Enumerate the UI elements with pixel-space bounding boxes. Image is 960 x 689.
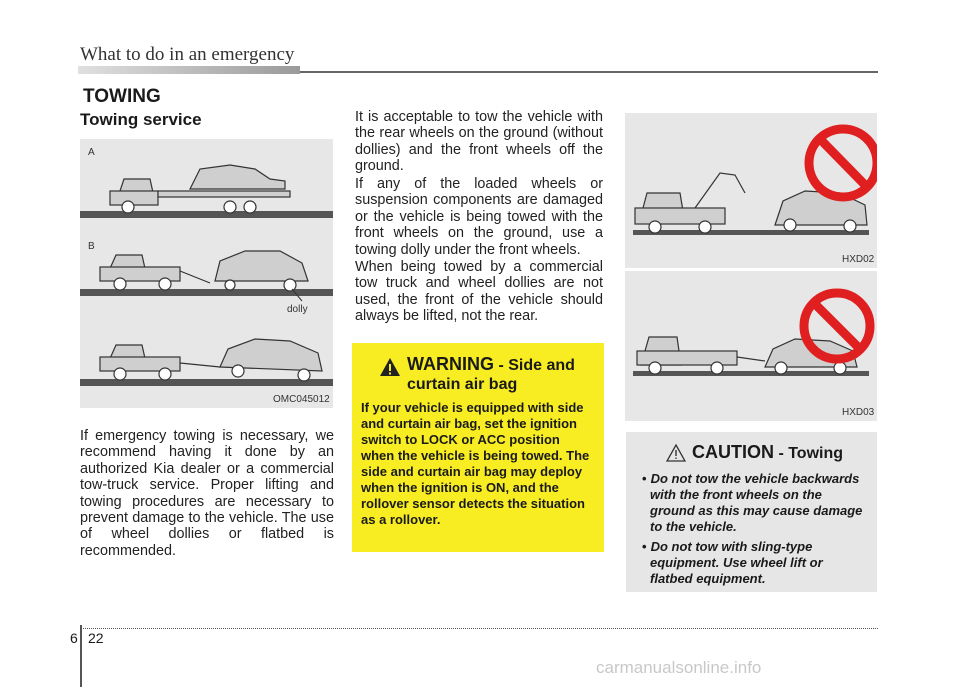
towing-methods-illustration bbox=[80, 139, 333, 408]
caution-title: CAUTION - Towing bbox=[692, 442, 844, 462]
warning-triangle-icon bbox=[379, 357, 401, 377]
caution-list bbox=[636, 471, 867, 587]
wheel-lift-truck bbox=[100, 339, 322, 381]
prohibited-tow-illustration-1 bbox=[625, 113, 877, 268]
figure-code: OMC045012 bbox=[273, 394, 330, 405]
wheel-lift-dolly-truck bbox=[100, 251, 308, 291]
prohibited-front-on-ground-figure bbox=[625, 113, 877, 268]
header-title: What to do in an emergency bbox=[80, 44, 295, 65]
warning-body: If your vehicle is equipped with side and curtain air bag, set the ignition switch to LOCK or ACC position when the vehicle is being towed. The side and curtain air bag may deploy when the ignition is ON, and the rollover sensor detects the situation as a rollover. bbox=[361, 400, 590, 527]
footer-rule bbox=[80, 628, 878, 629]
prohibited-tow-illustration-2 bbox=[625, 271, 877, 421]
towing-methods-figure bbox=[80, 139, 333, 408]
subsection-title: Towing service bbox=[80, 110, 202, 129]
body-paragraph: It is acceptable to tow the vehicle with the rear wheels on the ground (without dollies) and the front wheels off the ground. bbox=[355, 109, 603, 175]
dolly-label: dolly bbox=[287, 304, 308, 315]
footer-divider bbox=[80, 625, 82, 687]
flatbed-truck bbox=[110, 165, 290, 213]
figure-code: HXD02 bbox=[842, 254, 875, 265]
body-paragraph: If any of the loaded wheels or suspension components are damaged or the vehicle is being towed with the front wheels on the ground, use a towing dolly under the front wheels. bbox=[355, 176, 603, 258]
watermark: carmanualsonline.info bbox=[596, 658, 762, 677]
caution-item: • Do not tow with sling-type equipment. Use wheel lift or flatbed equipment. bbox=[642, 539, 823, 586]
caution-box bbox=[626, 432, 877, 592]
header-rule bbox=[300, 71, 878, 73]
warning-box bbox=[352, 343, 604, 552]
section-title: TOWING bbox=[83, 86, 161, 107]
body-paragraph: When being towed by a commercial tow truck and wheel dollies are not used, the front of the vehicle should always be lifted, not the rear. bbox=[355, 259, 603, 325]
header-band bbox=[78, 66, 300, 74]
caution-item: • Do not tow the vehicle backwards with the front wheels on the ground as this may cause damage to the vehicle. bbox=[642, 471, 863, 534]
prohibited-sling-figure bbox=[625, 271, 877, 421]
caution-triangle-icon bbox=[666, 444, 686, 462]
body-paragraph: If emergency towing is necessary, we recommend having it done by an authorized Kia dealer or a commercial tow-truck service. Proper lifting and towing procedures are necessary to prevent damage to the vehicle. The use of wheel dollies or flatbed is recommended. bbox=[80, 428, 334, 559]
warning-title: WARNING - Side and curtain air bag bbox=[407, 354, 575, 393]
figure-label-b: B bbox=[88, 241, 95, 252]
figure-code: HXD03 bbox=[842, 407, 875, 418]
prohibited-sign-icon bbox=[809, 129, 877, 197]
section-number: 6 bbox=[70, 630, 78, 646]
page-number: 22 bbox=[88, 630, 104, 646]
figure-label-a: A bbox=[88, 147, 95, 158]
